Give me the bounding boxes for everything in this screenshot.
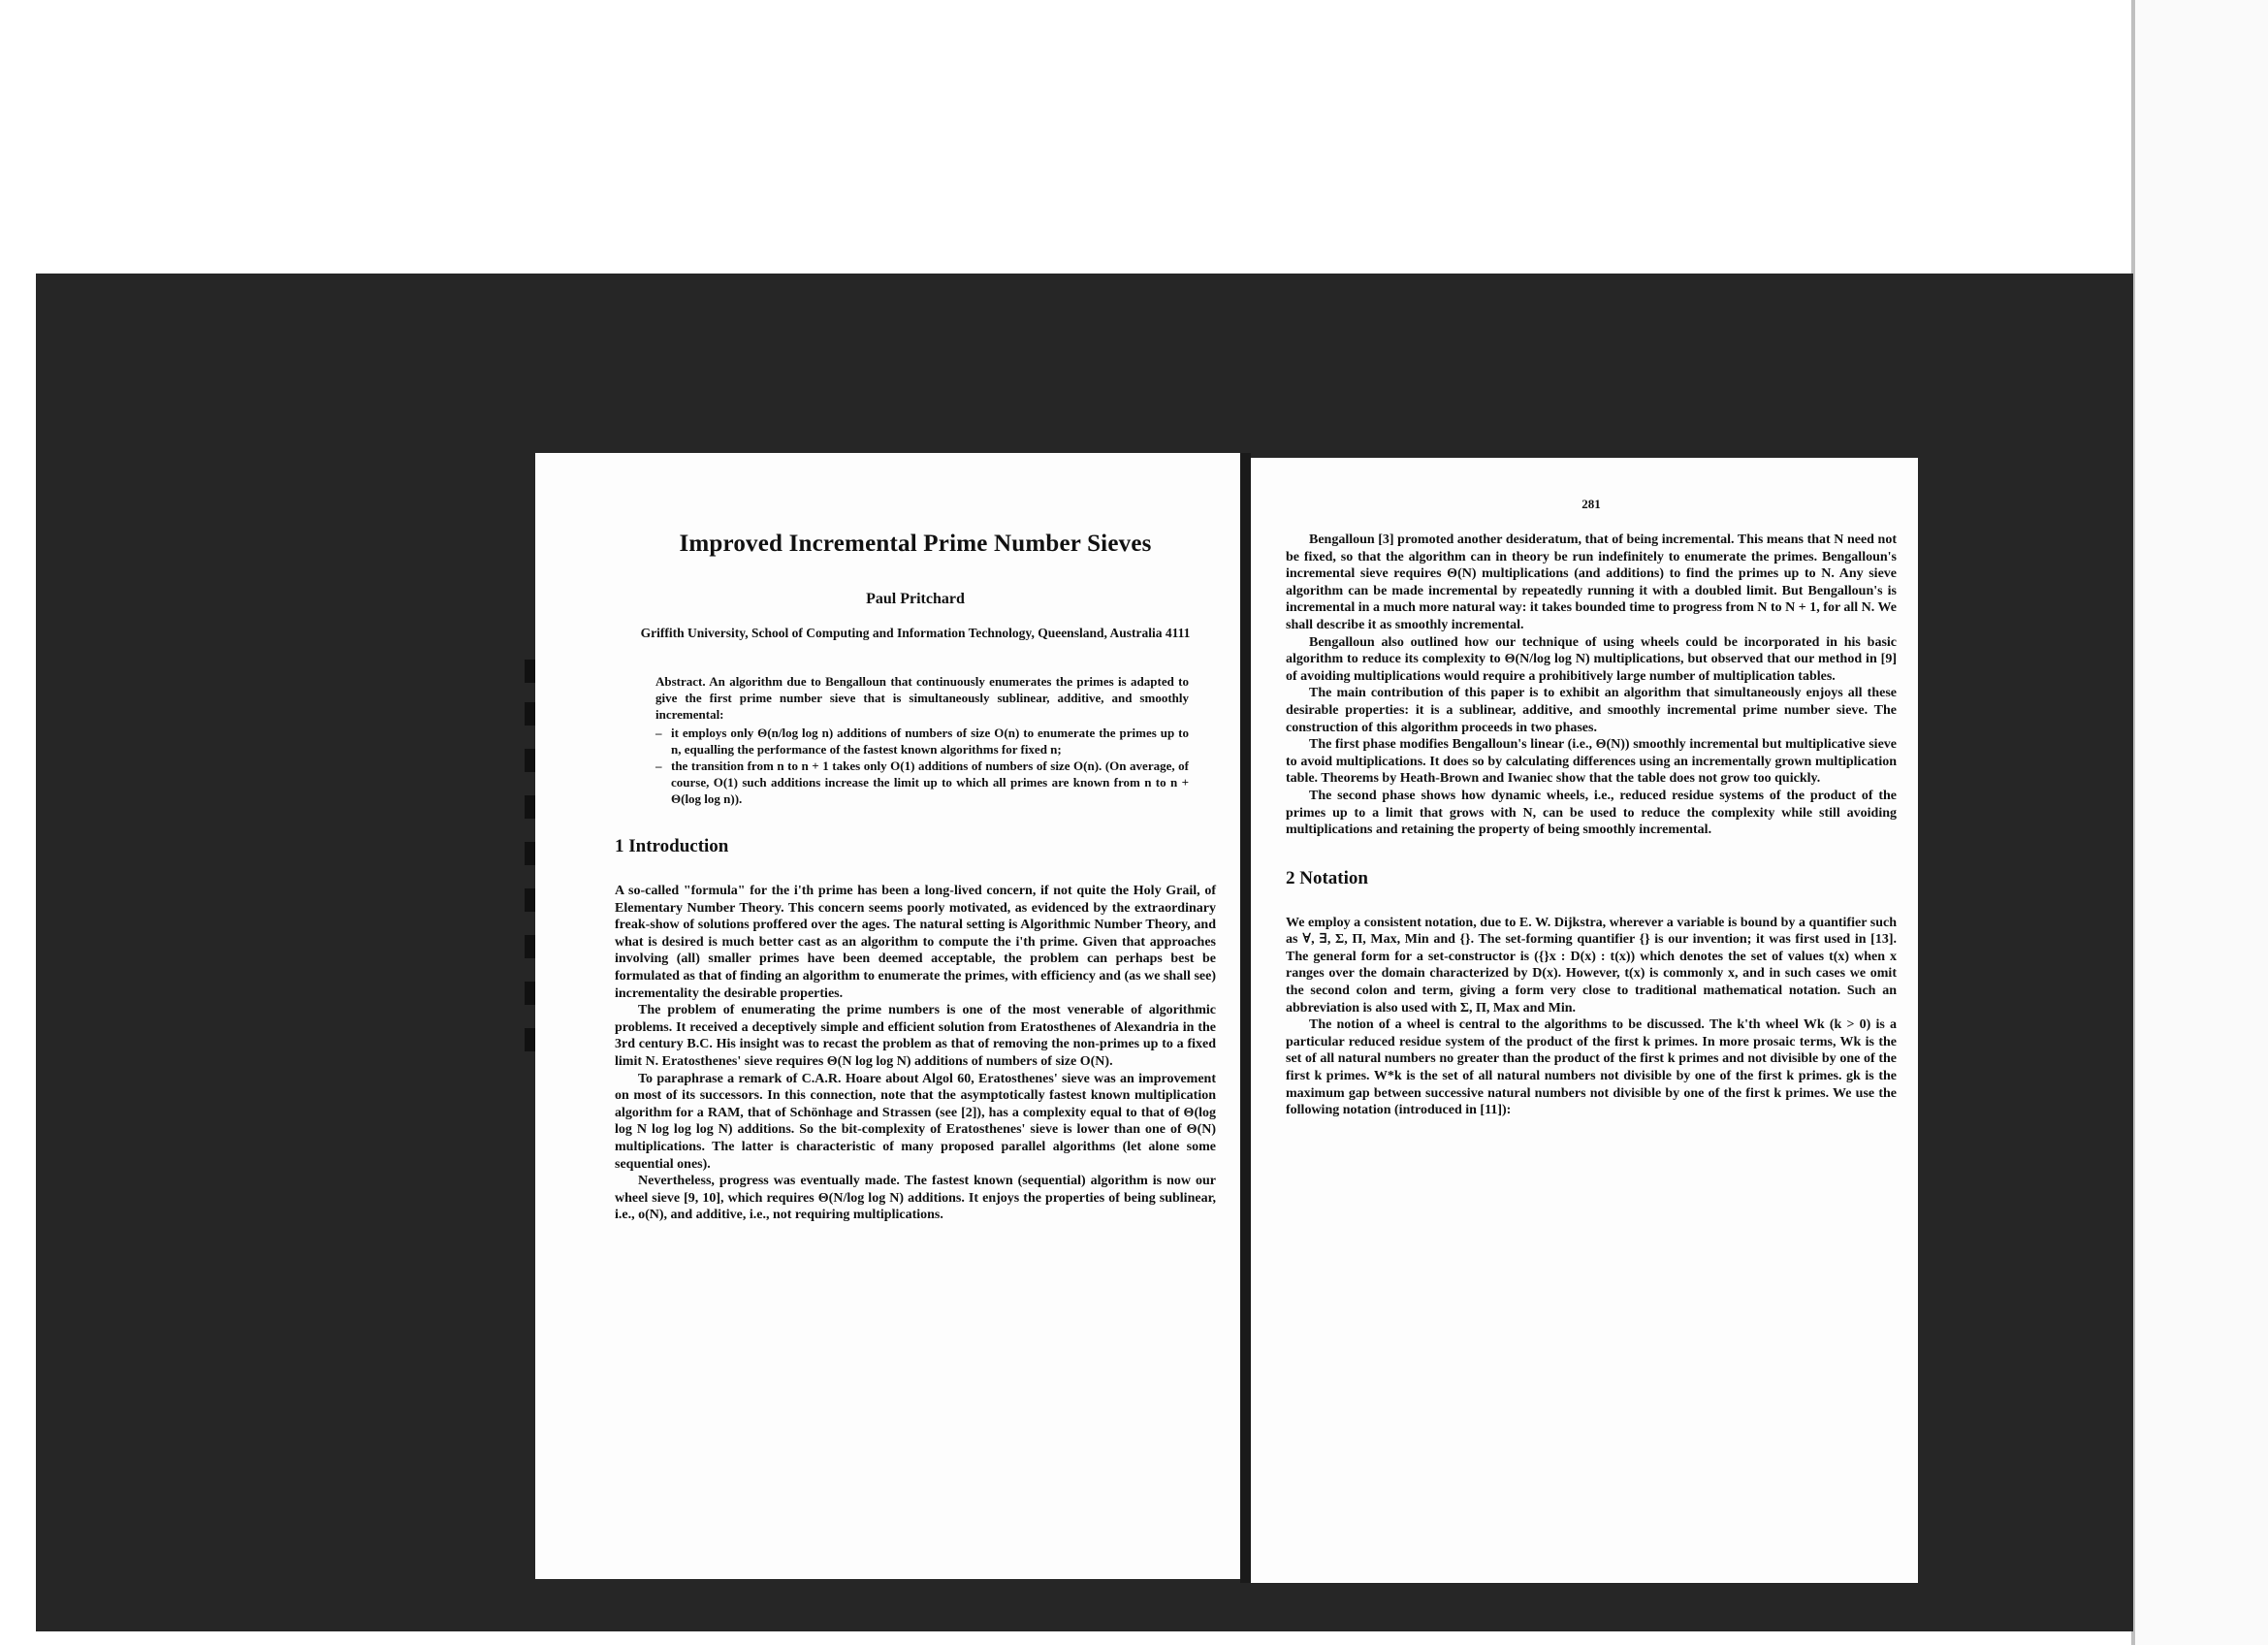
abstract — [655, 673, 1189, 807]
paragraph: The problem of enumerating the prime numbers is one of the most venerable of algorithmic problems. It received a deceptively simple and efficient solution from Eratosthenes of Alexandria in the 3rd century B.C. His insight was to recast the problem as that of removing the non-primes up to a fixed limit N. Eratosthenes' sieve requires Θ(N log log N) additions of numbers of size O(N). — [615, 1003, 1216, 1069]
right-page — [1251, 458, 1918, 1583]
abstract-intro: Abstract. An algorithm due to Bengalloun that continuously enumerates the primes is adapted to give the first prime number sieve that is simultaneously sublinear, additive, and smoothly incremental: — [655, 674, 1189, 722]
left-page — [535, 453, 1240, 1579]
page-number: 281 — [1581, 497, 1601, 511]
paragraph: To paraphrase a remark of C.A.R. Hoare about Algol 60, Eratosthenes' sieve was an improvement on most of its successors. In this connection, note that the asymptotically fastest known multiplication algorithm for a RAM, that of Schönhage and Strassen (see [2]), has a complexity equal to that of Θ(log log N log log log N) additions. So the bit-complexity of Eratosthenes' sieve is lower than one of Θ(N) multiplications. The latter is characteristic of many proposed parallel algorithms (let alone some sequential ones). — [615, 1071, 1216, 1172]
abstract-list — [655, 725, 1189, 807]
abstract-item: – the transition from n to n + 1 takes only O(1) additions of numbers of size O(n). (On average, of course, O(1) such additions increase the limit up to which all primes are known from n to n + Θ(log log n)). — [671, 758, 1189, 807]
paragraph: Bengalloun also outlined how our technique of using wheels could be incorporated in his basic algorithm to reduce its complexity to Θ(N/log log N) multiplications, but observed that our method in [9] of avoiding multiplications would require a prohibitively large number of multiplication tables. — [1286, 634, 1897, 684]
paragraph: The first phase modifies Bengalloun's linear (i.e., Θ(N)) smoothly incremental but multiplicative sieve to avoid multiplications. It does so by calculating differences using an incrementally grown multiplication table. Theorems by Heath-Brown and Iwaniec show that the table does not grow too quickly. — [1286, 737, 1897, 787]
author: Paul Pritchard — [866, 591, 965, 607]
paragraph: The notion of a wheel is central to the algorithms to be discussed. The k'th wheel Wk (k > 0) is a particular reduced residue system of the product of the first k primes. In more prosaic terms, Wk is the set of all natural numbers no greater than the product of the first k primes and not divisible by one of the first k primes. W*k is the set of all natural numbers not divisible by one of the first k primes. gk is the maximum gap between successive natural numbers not divisible by one of the first k primes. We use the following notation (introduced in [11]): — [1286, 1017, 1897, 1118]
paragraph: The main contribution of this paper is to exhibit an algorithm that simultaneously enjoys all these desirable properties: it is a sublinear, additive, and smoothly incremental prime number sieve. The construction of this algorithm proceeds in two phases. — [1286, 686, 1897, 735]
section-heading-notation: 2 Notation — [1286, 867, 1368, 888]
paragraph: We employ a consistent notation, due to E. W. Dijkstra, wherever a variable is bound by a quantifier such as ∀, ∃, Σ, Π, Max, Min and {}. The set-forming quantifier {} is our invention; it was first used in [13]. The general form for a set-constructor is ({}x : D(x) : t(x)) which denotes the set of values t(x) when x ranges over the domain characterized by D(x). However, t(x) is commonly x, and in such cases we omit the second colon and term, giving a form very close to traditional mathematical notation. Such an abbreviation is also used with Σ, Π, Max and Min. — [1286, 915, 1897, 1016]
paragraph: Bengalloun [3] promoted another desideratum, that of being incremental. This means that N need not be fixed, so that the algorithm can in theory be run indefinitely to enumerate the primes. Bengalloun's incremental sieve requires Θ(N) multiplications (and additions) to find the primes up to N. Any sieve algorithm can be made incremental by repeatedly running it with a doubled limit. But Bengalloun's is incremental in a much more natural way: it takes bounded time to progress from N to N + 1, for all N. We shall describe it as smoothly incremental. — [1286, 532, 1897, 632]
section-heading-introduction: 1 Introduction — [615, 836, 729, 856]
paper-title: Improved Incremental Prime Number Sieves — [679, 531, 1152, 557]
paragraph: Nevertheless, progress was eventually made. The fastest known (sequential) algorithm is now our wheel sieve [9, 10], which requires Θ(N/log log N) additions. It enjoys the properties of being sublinear, i.e., o(N), and additive, i.e., not requiring multiplications. — [615, 1174, 1216, 1223]
book-gutter — [1240, 453, 1251, 1583]
abstract-item: – it employs only Θ(n/log log n) additions of numbers of size O(n) to enumerate the primes up to n, equalling the performance of the fastest known algorithms for fixed n; — [671, 725, 1189, 758]
paragraph: The second phase shows how dynamic wheels, i.e., reduced residue systems of the product of the primes up to a limit that grows with N, can be used to reduce the complexity while still avoiding multiplications and retaining the property of being smoothly incremental. — [1286, 788, 1897, 838]
left-page-content — [615, 531, 1216, 1224]
scanner-margin — [2135, 0, 2268, 1645]
affiliation: Griffith University, School of Computing and Information Technology, Queensland, Australia 4111 — [640, 626, 1191, 640]
paragraph: A so-called "formula" for the i'th prime has been a long-lived concern, if not quite the Holy Grail, of Elementary Number Theory. This concern seems poorly motivated, as evidenced by the extraordinary freak-show of solutions proffered over the ages. The natural setting is Algorithmic Number Theory, and what is desired is much better cast as an algorithm to compute the i'th prime. Given that approaches involving (all) smaller primes have been deemed acceptable, the problem can perhaps best be formulated as that of finding an algorithm to enumerate the primes, with efficiency and (as we shall see) incrementality the desirable properties. — [615, 884, 1216, 1001]
right-page-content — [1286, 497, 1897, 1119]
